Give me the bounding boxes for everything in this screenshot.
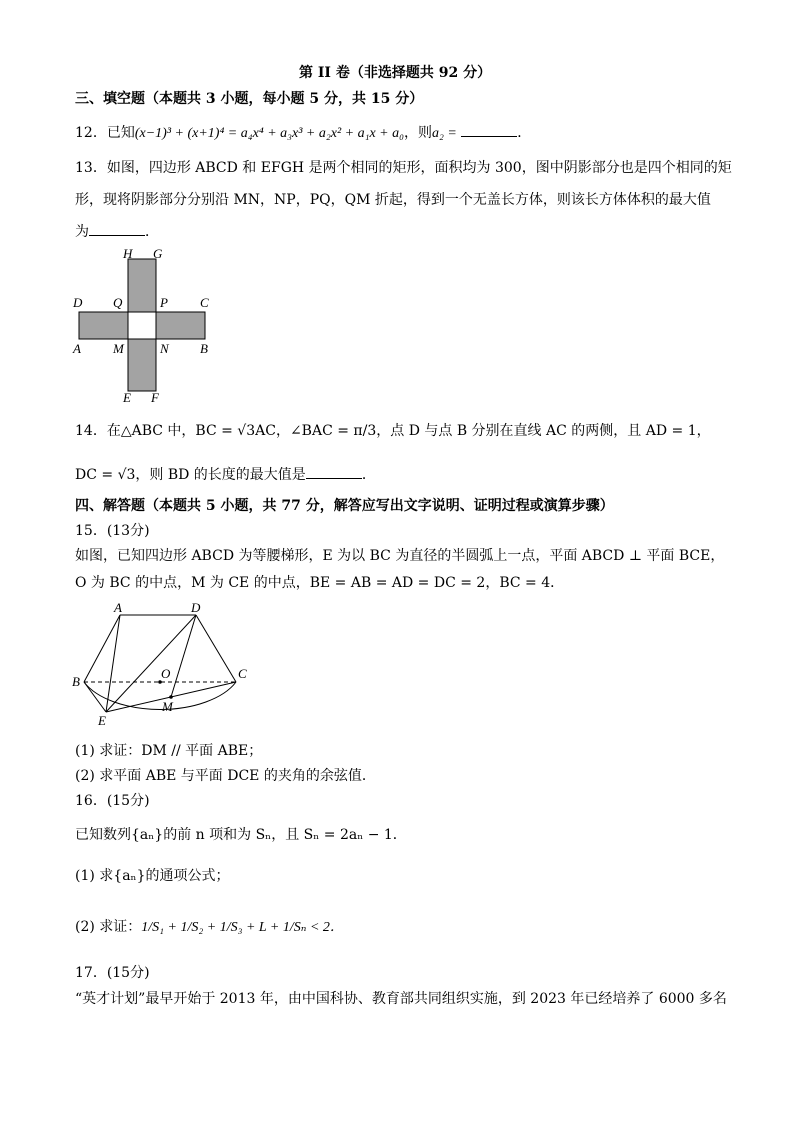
q17-line1: “英才计划”最早开始于 2013 年，由中国科协、教育部共同组织实施，到 2023 年已经培养了 6000 多名	[75, 991, 727, 1007]
q15-line1: 如图，已知四边形 ABCD 为等腰梯形，E 为以 BC 为直径的半圆弧上一点，平面 ABCD ⊥ 平面 BCE，	[75, 548, 725, 564]
q15-sub1: (1) 求证：DM // 平面 ABE；	[75, 743, 263, 759]
label-M: M	[113, 341, 124, 356]
label-Q: Q	[113, 295, 123, 310]
q14-line2-pre: DC = √3，则 BD 的长度的最大值是	[75, 467, 306, 483]
q16-stem: 已知数列{aₙ}的前 n 项和为 Sₙ，且 Sₙ = 2aₙ − 1．	[75, 827, 407, 843]
question-12	[75, 124, 531, 143]
q13-line1: 13．如图，四边形 ABCD 和 EFGH 是两个相同的矩形，面积均为 300，图中阴影部分也是四个相同的矩	[75, 160, 732, 176]
part4-heading: 四、解答题（本题共 5 小题，共 77 分，解答应写出文字说明、证明过程或演算步骤）	[75, 498, 614, 514]
label-P: P	[160, 295, 168, 310]
label-D: D	[73, 295, 83, 310]
label-F: F	[151, 390, 159, 405]
segment-AE	[106, 615, 120, 712]
label-C: C	[200, 295, 209, 310]
q12-num: 12．已知	[75, 125, 135, 141]
segment-DE	[106, 615, 196, 712]
label-E: E	[123, 390, 131, 405]
label-B: B	[72, 674, 80, 689]
q12-answer-blank	[461, 136, 517, 137]
q16-sub1: (1) 求{aₙ}的通项公式；	[75, 868, 230, 884]
shaded-rect-left	[79, 312, 128, 339]
label-N: N	[160, 341, 169, 356]
label-C: C	[238, 666, 247, 681]
q15-num: 15．(13分)	[75, 523, 150, 539]
shaded-rect-top	[128, 259, 156, 312]
q15-line2: O 为 BC 的中点，M 为 CE 的中点，BE = AB = AD = DC = 2，BC = 4．	[75, 575, 565, 591]
label-D: D	[191, 600, 201, 615]
center-square	[128, 312, 156, 339]
q12-mid: ，则	[404, 125, 432, 141]
label-G: G	[153, 246, 163, 261]
label-E: E	[98, 713, 106, 728]
section-title: 第 II 卷（非选择题共 92 分）	[299, 65, 492, 81]
segment-DC	[196, 615, 236, 682]
q16-sub2-pre: (2) 求证：	[75, 919, 142, 935]
segment-AB	[84, 615, 120, 682]
q16-sub2-formula: 1/S₁ + 1/S₂ + 1/S₃ + L + 1/Sₙ < 2．	[141, 920, 344, 935]
q14-line2-end: ．	[361, 467, 376, 483]
q16-num: 16．(15分)	[75, 793, 150, 809]
q12-ask: a₂ =	[432, 126, 457, 141]
q16-sub2	[75, 918, 344, 937]
label-H: H	[123, 246, 133, 261]
q17-num: 17．(15分)	[75, 965, 150, 981]
q13-line3-pre: 为	[75, 224, 89, 240]
q13-line3-end: ．	[145, 224, 159, 240]
shaded-rect-bottom	[128, 339, 156, 391]
q15-sub2: (2) 求平面 ABE 与平面 DCE 的夹角的余弦值．	[75, 768, 376, 784]
q13-answer-blank	[89, 235, 145, 236]
label-B: B	[200, 341, 208, 356]
q14-answer-blank	[306, 478, 362, 479]
label-O: O	[161, 666, 171, 681]
q14-line2	[75, 466, 376, 484]
part3-heading: 三、填空题（本题共 3 小题，每小题 5 分，共 15 分）	[75, 91, 424, 107]
q12-end: ．	[517, 125, 532, 141]
label-M: M	[162, 699, 173, 714]
q14-line1: 14．在△ABC 中，BC = √3AC，∠BAC = π/3，点 D 与点 B 分别在直线 AC 的两侧，且 AD = 1，	[75, 423, 711, 439]
segment-DM	[171, 615, 196, 697]
label-A: A	[114, 600, 122, 615]
q13-line2: 形，现将阴影部分分别沿 MN，NP，PQ，QM 折起，得到一个无盖长方体，则该长方体体积的最大值	[75, 192, 711, 208]
q13-line3	[75, 223, 159, 241]
q12-formula: (x−1)³ + (x+1)⁴ = a₄x⁴ + a₃x³ + a₂x² + a₁x + a₀	[134, 126, 404, 141]
q13-cross-figure	[70, 245, 215, 405]
q15-solid-figure	[70, 598, 255, 733]
label-A: A	[73, 341, 81, 356]
shaded-rect-right	[156, 312, 205, 339]
